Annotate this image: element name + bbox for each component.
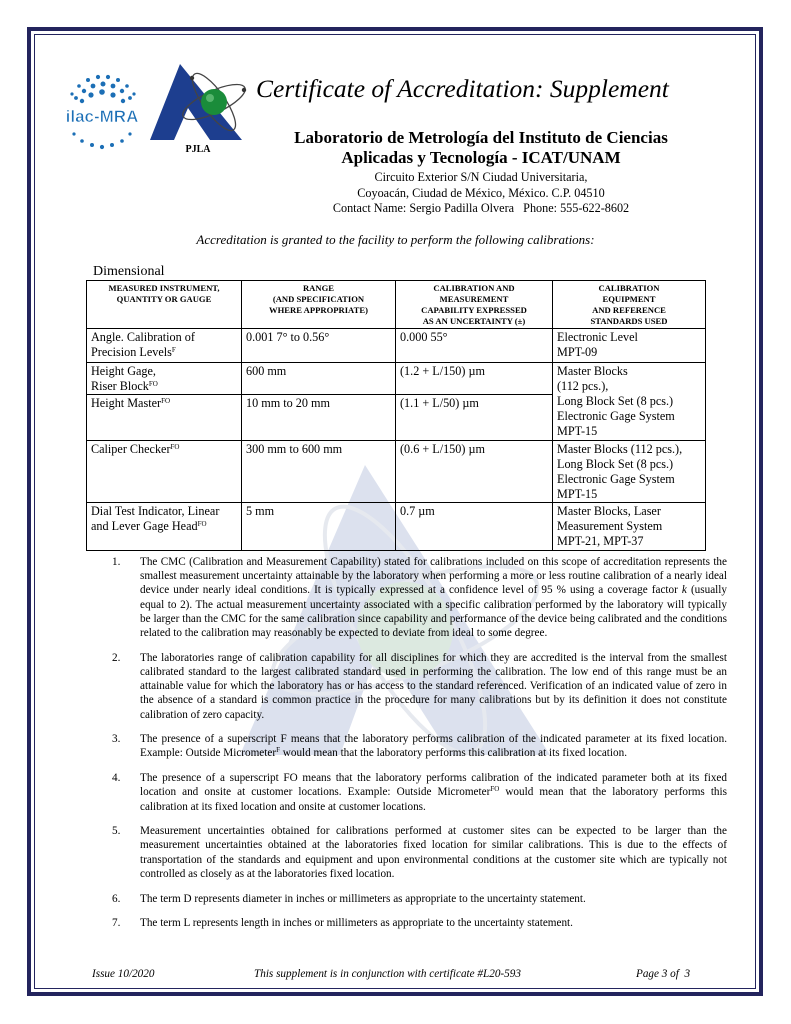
note-item: 3. The presence of a superscript F means that the laboratory performs calibration of the indicated parameter at its fixed location. Example: Outside Micrometer$^F$ would mean that the laboratory performs this calibration at its fixed location.: [112, 733, 727, 760]
cell-instrument: Dial Test Indicator, Linear and Lever Gage Head$^{FO}$: [87, 503, 242, 551]
cell-instrument: Height Gage, Riser Block$^{FO}$: [87, 363, 242, 395]
accreditation-statement: Accreditation is granted to the facility to perform the following calibrations:: [196, 232, 595, 247]
laboratory-address: [250, 170, 712, 217]
table-row: [87, 329, 706, 363]
contact-line: Contact Name: Sergio Padilla Olvera Phone: 555-622-8602: [332, 201, 630, 215]
cell-cmc: (0.6 + L/150) µm: [396, 441, 553, 503]
cell-cmc: (1.1 + L/50) µm: [396, 395, 553, 441]
ilac-logo-text: ilac-MRA: [65, 107, 139, 126]
address-line2: Coyoacán, Ciudad de México, México. C.P. 04510: [357, 185, 605, 200]
note-item: 7. The term L represents length in inches or millimeters as appropriate to the uncertainty statement.: [112, 917, 573, 930]
note-item: 2. The laboratories range of calibration capability for all disciplines for which they are accredited is the interval from the smallest calibrated standard to the largest calibrated standard used in performing the calibration. The low end of this range must be an attainable value for which the laboratory has or has access to the standard referenced. Verification of an indicated value of zero in the absence of a standard is common practice in the procedure for many calibrations but by its definition it does not constitute calibration of zero capacity.: [112, 651, 727, 721]
note-item: 4. The presence of a superscript FO means that the laboratory performs calibration of the indicated parameter both at its fixed location and onsite at customer locations. Example: Outside Micrometer$^{FO}$ would mean that the laboratory performs this calibration at its fixed location and onsite at customer locations.: [112, 772, 727, 813]
cell-range: 10 mm to 20 mm: [242, 395, 396, 441]
header-cmc: CALIBRATION AND MEASUREMENT CAPABILITY EXPRESSED AS AN UNCERTAINTY (±): [396, 281, 553, 329]
cell-equipment: Electronic Level MPT-09: [553, 329, 706, 363]
table-row: [87, 441, 706, 503]
cell-instrument: Height Master$^{FO}$: [87, 395, 242, 441]
cell-cmc: (1.2 + L/150) µm: [396, 363, 553, 395]
cell-range: 600 mm: [242, 363, 396, 395]
laboratory-name-line2: Aplicadas y Tecnología - ICAT/UNAM: [341, 148, 621, 167]
pjla-logo-text: PJLA: [185, 144, 211, 155]
calibration-table: [86, 280, 706, 551]
laboratory-name-line1: Laboratorio de Metrología del Instituto de Ciencias: [294, 128, 668, 147]
address-line1: Circuito Exterior S/N Ciudad Universitaria,: [374, 170, 588, 184]
header-equipment: CALIBRATION EQUIPMENT AND REFERENCE STANDARDS USED: [553, 281, 706, 329]
cell-range: 0.001 7° to 0.56°: [242, 329, 396, 363]
cell-equipment: Master Blocks (112 pcs.), Long Block Set (8 pcs.) Electronic Gage System MPT-15: [553, 363, 706, 441]
laboratory-name: [250, 128, 712, 168]
header-range: RANGE (AND SPECIFICATION WHERE APPROPRIATE): [242, 281, 396, 329]
cell-cmc: 0.000 55°: [396, 329, 553, 363]
table-row: [87, 503, 706, 551]
ilac-mra-logo: [56, 64, 148, 156]
notes-list: [112, 555, 727, 941]
cell-instrument: Angle. Calibration of Precision Levels$^F$: [87, 329, 242, 363]
cell-equipment: Master Blocks (112 pcs.), Long Block Set (8 pcs.) Electronic Gage System MPT-15: [553, 441, 706, 503]
header-instrument: MEASURED INSTRUMENT, QUANTITY OR GAUGE: [87, 281, 242, 329]
cell-equipment: Master Blocks, Laser Measurement System MPT-21, MPT-37: [553, 503, 706, 551]
footer-certificate-reference: This supplement is in conjunction with certificate #L20-593: [254, 968, 521, 980]
cell-range: 300 mm to 600 mm: [242, 441, 396, 503]
section-title: Dimensional: [93, 264, 165, 279]
table-row: [87, 363, 706, 395]
cell-cmc: 0.7 µm: [396, 503, 553, 551]
note-item: 1. The CMC (Calibration and Measurement Capability) stated for calibrations included on this scope of accreditation represents the smallest measurement uncertainty attainable by the laboratory when performing a more or less routine calibration of a nearly ideal device under nearly ideal conditions. It is typically expressed at a confidence level of 95 % using a coverage factor k (usually equal to 2). The actual measurement uncertainty associated with a specific calibration performed by the laboratory will typically be larger than the CMC for the same calibration since capability and performance of the device being calibrated and the conditions related to the calibration may reasonably be expected to deviate from ideal to some degree.: [112, 556, 727, 640]
note-item: 5. Measurement uncertainties obtained for calibrations performed at customer sites can be expected to be larger than the measurement uncertainties obtained at the laboratories fixed location for similar calibrations. This is due to the effects of transportation of the standards and equipment and upon environmental conditions at the customer site which are typically not controlled as closely as at the laboratories fixed location.: [112, 825, 727, 880]
footer-page-number: Page 3 of 3: [636, 968, 691, 980]
pjla-logo: [148, 60, 253, 155]
page-title: Certificate of Accreditation: Supplement: [256, 74, 669, 103]
footer-issue: Issue 10/2020: [92, 968, 155, 980]
table-header-row: [87, 281, 706, 329]
cell-range: 5 mm: [242, 503, 396, 551]
cell-instrument: Caliper Checker$^{FO}$: [87, 441, 242, 503]
note-item: 6. The term D represents diameter in inches or millimeters as appropriate to the uncertainty statement.: [112, 892, 586, 905]
